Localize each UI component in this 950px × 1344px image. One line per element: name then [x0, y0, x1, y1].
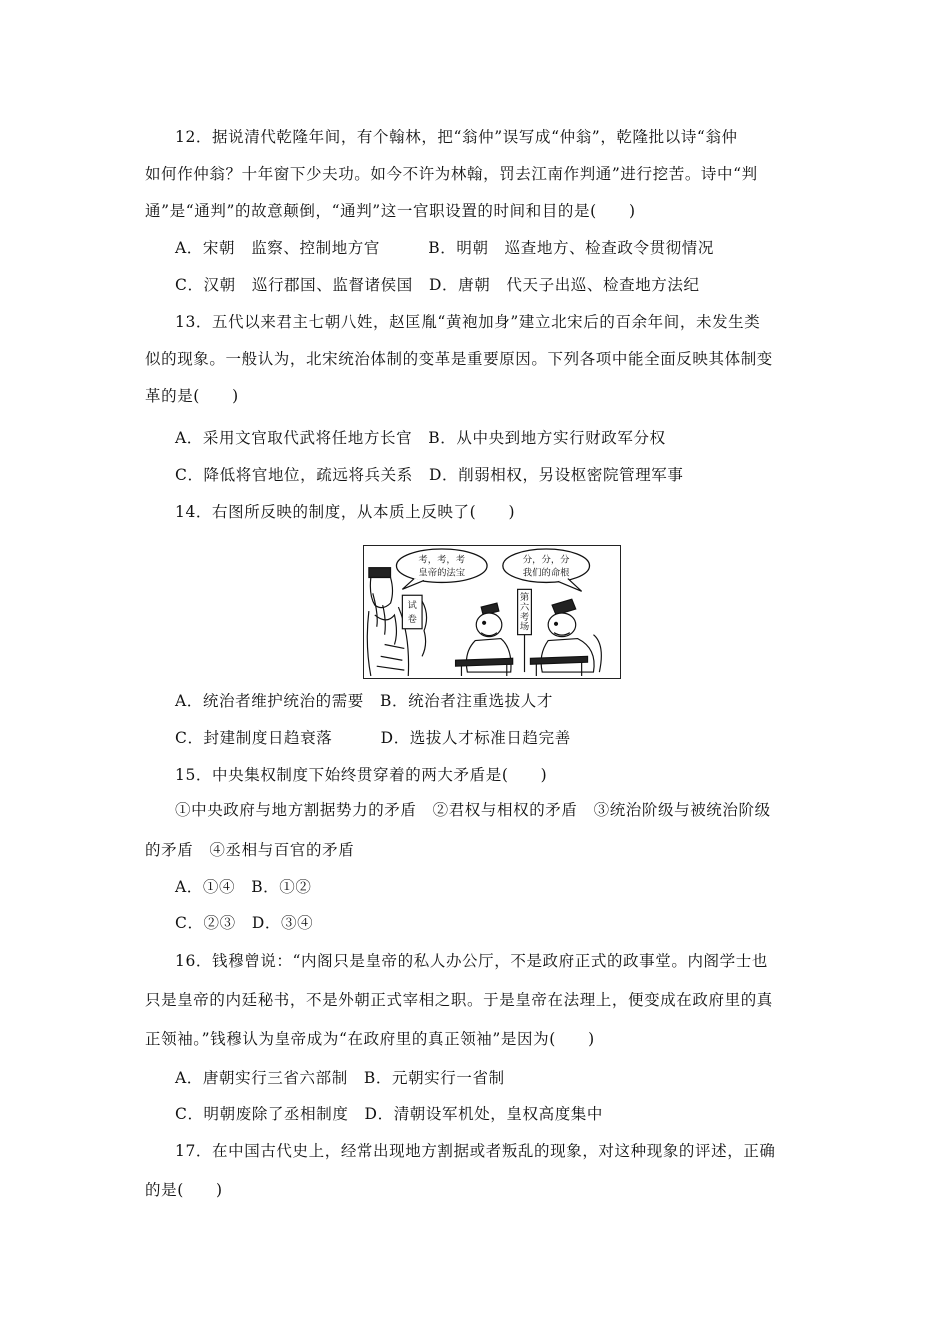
q16-stem-line-3: 正领袖。”钱穆认为皇帝成为“在政府里的真正领袖”是因为( ): [145, 1030, 595, 1048]
sign-char-4: 场: [519, 621, 530, 633]
test-paper-scroll: [402, 595, 426, 656]
q13-stem-line-1: 13．五代以来君主七朝八姓，赵匡胤“黄袍加身”建立北宋后的百余年间，未发生类: [175, 313, 761, 331]
bubble-right-line-1: 分，分，分: [522, 554, 570, 566]
q17-stem-line-1: 17．在中国古代史上，经常出现地方割据或者叛乱的现象，对这种现象的评述，正确: [175, 1142, 776, 1160]
q17-stem-line-2: 的是( ): [145, 1181, 223, 1199]
q14-options-line-1: A．统治者维护统治的需要 B．统治者注重选拔人才: [175, 692, 553, 710]
q15-options-line-1: A．①④ B．①②: [175, 878, 312, 896]
q15-stem-line-1: 15．中央集权制度下始终贯穿着的两大矛盾是( ): [175, 766, 548, 784]
q15-stem-line-3: 的矛盾 ④丞相与百官的矛盾: [145, 841, 355, 859]
scholar-figure-1: [456, 603, 513, 676]
q13-stem-line-2: 似的现象。一般认为，北宋统治体制的变革是重要原因。下列各项中能全面反映其体制变: [145, 350, 773, 368]
q16-stem-line-1: 16．钱穆曾说：“内阁只是皇帝的私人办公厅，不是政府正式的政事堂。内阁学士也: [175, 952, 768, 970]
exam-cartoon-illustration: [364, 546, 620, 678]
sign-char-3: 考: [519, 611, 530, 623]
exam-room-sign: [518, 589, 532, 672]
exam-cartoon-figure: [363, 545, 621, 679]
sign-char-2: 六: [519, 602, 530, 614]
q12-stem-line-1: 12．据说清代乾隆年间，有个翰林，把“翁仲”误写成“仲翁”，乾隆批以诗“翁仲: [175, 128, 738, 146]
bubble-right-line-2: 我们的命根: [522, 567, 570, 579]
bubble-left-line-1: 考，考，考: [418, 554, 466, 566]
paper-char-1: 试: [407, 600, 417, 612]
q13-options-line-1: A．采用文官取代武将任地方长官 B．从中央到地方实行财政军分权: [175, 429, 666, 447]
q13-stem-line-3: 革的是( ): [145, 387, 239, 405]
q16-options-line-2: C．明朝废除了丞相制度 D．清朝设军机处，皇权高度集中: [175, 1105, 603, 1123]
q12-stem-line-3: 通”是“通判”的故意颠倒，“通判”这一官职设置的时间和目的是( ): [145, 202, 636, 220]
paper-char-2: 卷: [407, 613, 417, 625]
q14-stem-line-1: 14．右图所反映的制度，从本质上反映了( ): [175, 503, 516, 521]
q12-options-line-1: A．宋朝 监察、控制地方官 B．明朝 巡查地方、检查政令贯彻情况: [175, 239, 714, 257]
q16-options-line-1: A．唐朝实行三省六部制 B．元朝实行一省制: [175, 1069, 505, 1087]
sign-char-1: 第: [519, 592, 530, 604]
q12-options-line-2: C．汉朝 巡行郡国、监督诸侯国 D．唐朝 代天子出巡、检查地方法纪: [175, 276, 700, 294]
q14-options-line-2: C．封建制度日趋衰落 D．选拔人才标准日趋完善: [175, 729, 571, 747]
q15-stem-line-2: ①中央政府与地方割据势力的矛盾 ②君权与相权的矛盾 ③统治阶级与被统治阶级: [175, 801, 771, 819]
q15-options-line-2: C．②③ D．③④: [175, 914, 314, 932]
q12-stem-line-2: 如何作仲翁？十年窗下少夫功。如今不许为林翰，罚去江南作判通”进行挖苦。诗中“判: [145, 165, 758, 183]
q16-stem-line-2: 只是皇帝的内廷秘书，不是外朝正式宰相之职。于是皇帝在法理上，便变成在政府里的真: [145, 991, 773, 1009]
q13-options-line-2: C．降低将官地位，疏远将兵关系 D．削弱相权，另设枢密院管理军事: [175, 466, 684, 484]
scholar-figure-2: [530, 599, 601, 676]
bubble-left-line-2: 皇帝的法宝: [418, 567, 466, 579]
